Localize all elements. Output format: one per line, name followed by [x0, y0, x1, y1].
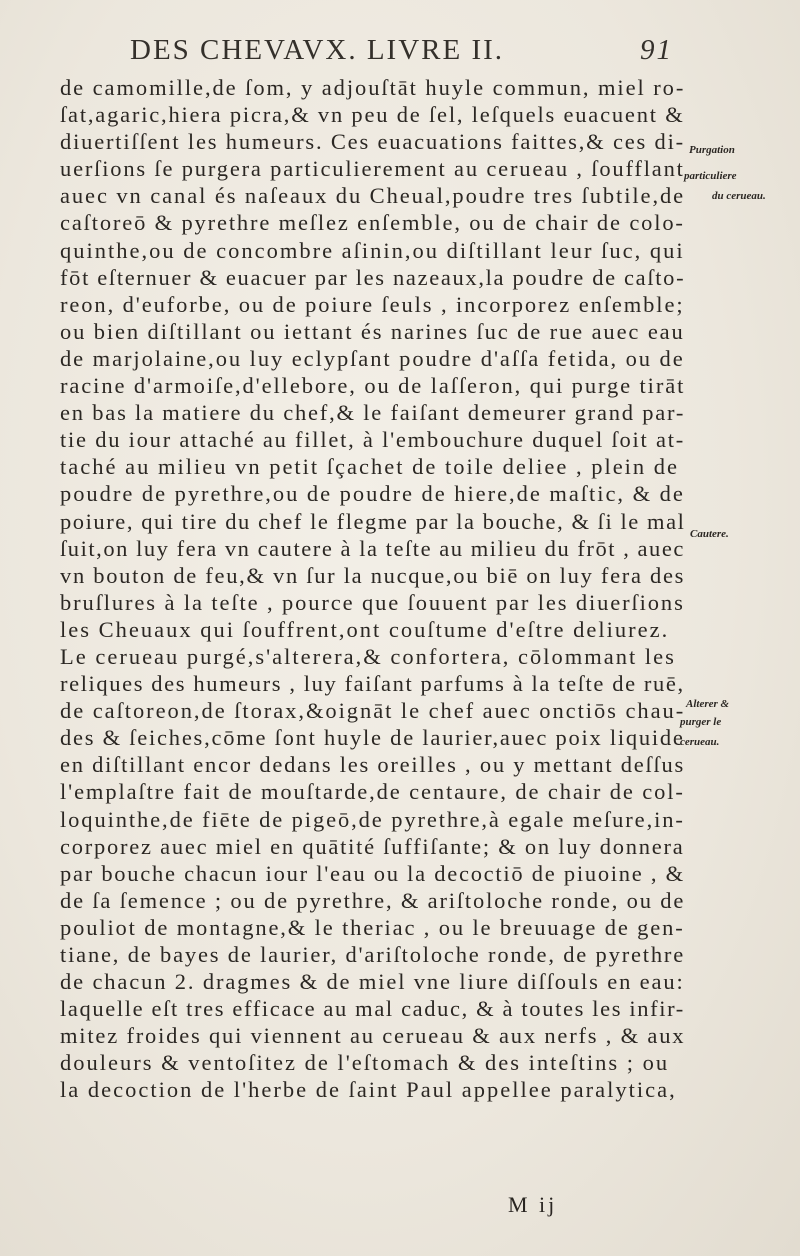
text-line: les Cheuaux qui ſouffrent,ont couſtume d'eſtre deliurez.	[60, 616, 670, 642]
margin-note-alterer-3	[680, 736, 719, 749]
text-line: des & ſeiches,cōme ſont huyle de laurier,auec poix liquide	[60, 725, 685, 751]
page-number: 91	[640, 34, 673, 66]
text-line: mitez froides qui viennent au cerueau & aux nerfs , & aux	[60, 1023, 685, 1049]
text-line: caſtoreō & pyrethre meſlez enſemble, ou de chair de colo-	[60, 210, 685, 236]
text-line: ſuit,on luy fera vn cautere à la teſte au milieu du frōt , auec	[60, 535, 685, 561]
text-line: ou bien diſtillant ou iettant és narines ſuc de rue auec eau	[60, 318, 685, 344]
margin-note-line: purger le	[680, 716, 722, 728]
text-line: de marjolaine,ou luy eclypſant poudre d'aſſa fetida, ou de	[60, 345, 685, 371]
text-line: de camomille,de ſom, y adjouſtāt huyle commun, miel ro-	[60, 75, 685, 100]
text-line: de chacun 2. dragmes & de miel vne liure diſſouls en eau:	[60, 969, 685, 995]
text-line: pouliot de montagne,& le theriac , ou le breuuage de gen-	[60, 914, 685, 940]
running-title: DES CHEVAVX. LIVRE II.	[130, 34, 505, 66]
margin-note-cautere	[690, 528, 729, 541]
text-line: ſat,agaric,hiera picra,& vn peu de ſel, leſquels euacuent &	[60, 102, 685, 128]
text-line: uerſions ſe purgera particulierement au cerueau , ſoufflant	[60, 156, 685, 182]
margin-note-line: Cautere.	[690, 528, 729, 540]
margin-note-line: Alterer &	[686, 698, 730, 710]
text-line: poiure, qui tire du chef le flegme par la bouche, & ſi le mal	[60, 508, 685, 534]
text-line: racine d'armoiſe,d'ellebore, ou de laſſeron, qui purge tirāt	[60, 373, 685, 399]
text-line: la decoction de l'herbe de ſaint Paul appellee paralytica,	[60, 1077, 677, 1103]
margin-note-purgation-3	[712, 190, 766, 203]
text-line: corporez auec miel en quātité ſuffiſante; & on luy donnera	[60, 833, 685, 859]
text-line: taché au milieu vn petit ſçachet de toile deliee , plein de	[60, 454, 680, 480]
text-line: diuertiſſent les humeurs. Ces euacuations faittes,& ces di-	[60, 129, 685, 155]
text-line: l'emplaſtre fait de mouſtarde,de centaure, de chair de col-	[60, 779, 685, 805]
text-line: de caſtoreon,de ſtorax,&oignāt le chef auec onctiōs chau-	[60, 698, 685, 724]
margin-note-purgation-2	[684, 170, 737, 183]
text-line: laquelle eſt tres efficace au mal caduc, & à toutes les infir-	[60, 996, 685, 1022]
text-line: quinthe,ou de concombre aſinin,ou diſtillant leur ſuc, qui	[60, 237, 685, 263]
text-line: douleurs & ventoſitez de l'eſtomach & des inteſtins ; ou	[60, 1050, 670, 1076]
margin-note-alterer	[686, 698, 729, 711]
signature-mark: M ij	[508, 1192, 558, 1217]
margin-note-line: du cerueau.	[712, 190, 766, 202]
text-line: Le cerueau purgé,s'alterera,& confortera, cōlommant les	[60, 643, 676, 669]
text-line: en diſtillant encor dedans les oreilles , ou y mettant deſſus	[60, 752, 685, 778]
text-line: loquinthe,de fiēte de pigeō,de pyrethre,à egale meſure,in-	[60, 806, 685, 832]
text-line: de ſa ſemence ; ou de pyrethre, & ariſtoloche ronde, ou de	[60, 887, 685, 913]
margin-note-line: cerueau.	[680, 736, 720, 748]
text-line: fōt eſternuer & euacuer par les nazeaux,la poudre de caſto-	[60, 264, 685, 290]
text-line: poudre de pyrethre,ou de poudre de hiere,de maſtic, & de	[60, 481, 685, 507]
text-line: reliques des humeurs , luy faiſant parfums à la teſte de ruē,	[60, 671, 685, 697]
text-line: tie du iour attaché au fillet, à l'embouchure duquel ſoit at-	[60, 427, 685, 453]
margin-note-line: particuliere	[684, 170, 737, 182]
text-line: bruſlures à la teſte , pource que ſouuent par les diuerſions	[60, 589, 685, 615]
margin-note-purgation	[689, 144, 735, 157]
text-line: reon, d'euforbe, ou de poiure ſeuls , incorporez enſemble;	[60, 291, 685, 317]
main-text-block	[60, 74, 685, 1104]
text-line: vn bouton de feu,& vn ſur la nucque,ou biē on luy fera des	[60, 562, 685, 588]
margin-note-line: Purgation	[689, 144, 735, 156]
text-line: en bas la matiere du chef,& le faiſant demeurer grand par-	[60, 400, 685, 426]
margin-note-alterer-2	[680, 716, 721, 729]
text-line: auec vn canal és naſeaux du Cheual,poudre tres ſubtile,de	[60, 183, 685, 209]
text-line: par bouche chacun iour l'eau ou la decoctiō de piuoine , &	[60, 860, 685, 886]
text-line: tiane, de bayes de laurier, d'ariſtoloche ronde, de pyrethre	[60, 942, 685, 967]
